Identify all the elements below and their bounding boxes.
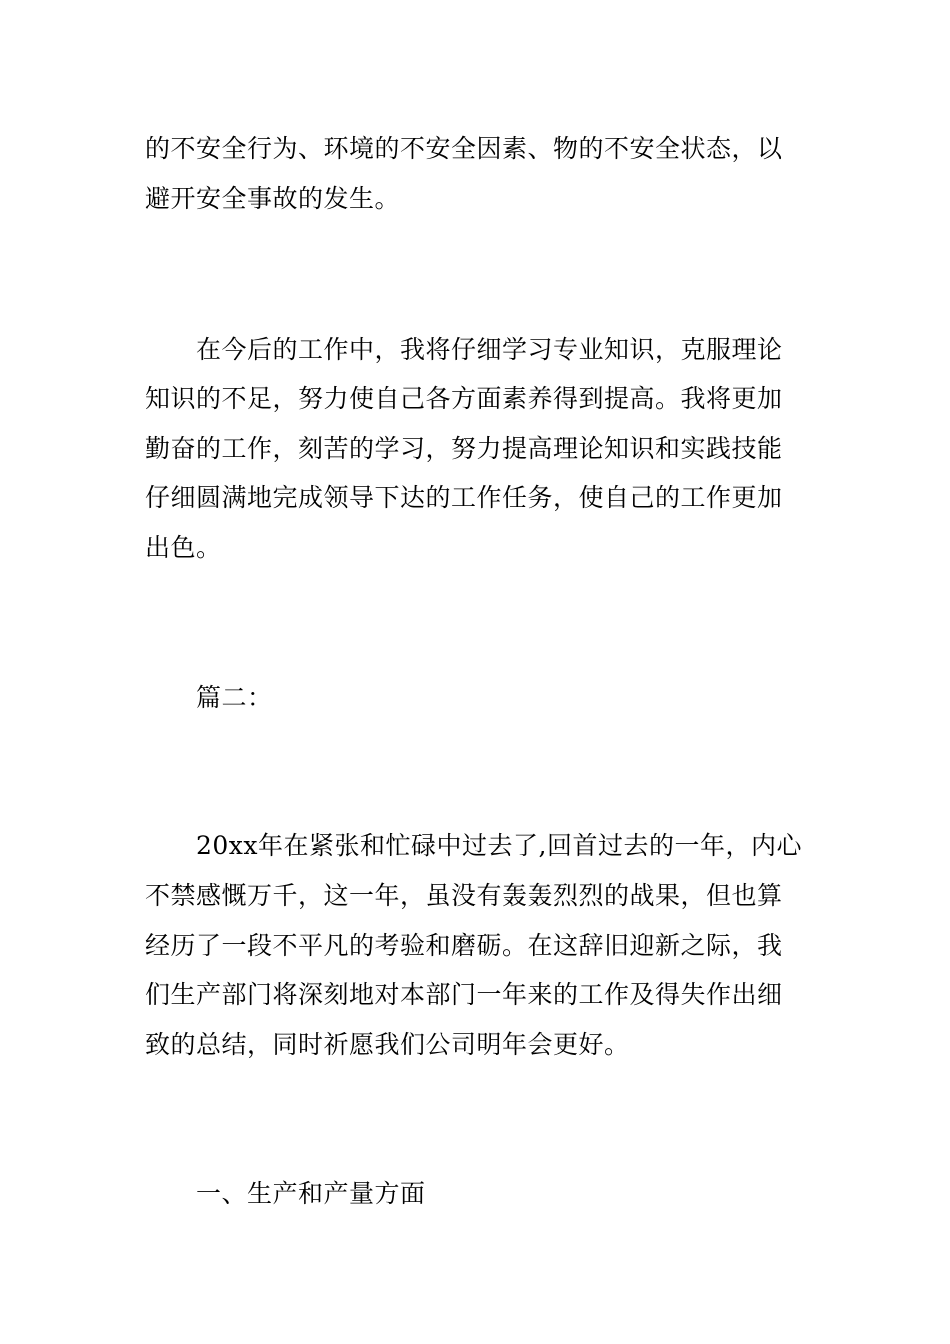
paragraph-2-line-2: 知识的不足，努力使自己各方面素养得到提高。我将更加 bbox=[145, 384, 783, 413]
paragraph-3-line-4: 们生产部门将深刻地对本部门一年来的工作及得失作出细 bbox=[145, 980, 783, 1009]
paragraph-3-line-2: 不禁感慨万千，这一年，虽没有轰轰烈烈的战果，但也算 bbox=[145, 881, 783, 910]
section-heading: 篇二： bbox=[196, 683, 273, 712]
paragraph-3-line-5: 致的总结，同时祈愿我们公司明年会更好。 bbox=[145, 1030, 630, 1059]
paragraph-2-line-4: 仔细圆满地完成领导下达的工作任务，使自己的工作更加 bbox=[145, 483, 783, 512]
subsection-heading: 一、生产和产量方面 bbox=[196, 1179, 426, 1208]
paragraph-3-line-3: 经历了一段不平凡的考验和磨砺。在这辞旧迎新之际，我 bbox=[145, 931, 783, 960]
paragraph-3-line-1: 20xx年在紧张和忙碌中过去了,回首过去的一年，内心 bbox=[196, 831, 802, 860]
paragraph-2-line-5: 出色。 bbox=[145, 533, 222, 562]
paragraph-1-line-2: 避开安全事故的发生。 bbox=[145, 184, 401, 213]
paragraph-2-line-1: 在今后的工作中，我将仔细学习专业知识，克服理论 bbox=[196, 335, 783, 364]
paragraph-1-line-1: 的不安全行为、环境的不安全因素、物的不安全状态，以 bbox=[145, 134, 783, 163]
paragraph-2-line-3: 勤奋的工作，刻苦的学习，努力提高理论知识和实践技能 bbox=[145, 434, 783, 463]
